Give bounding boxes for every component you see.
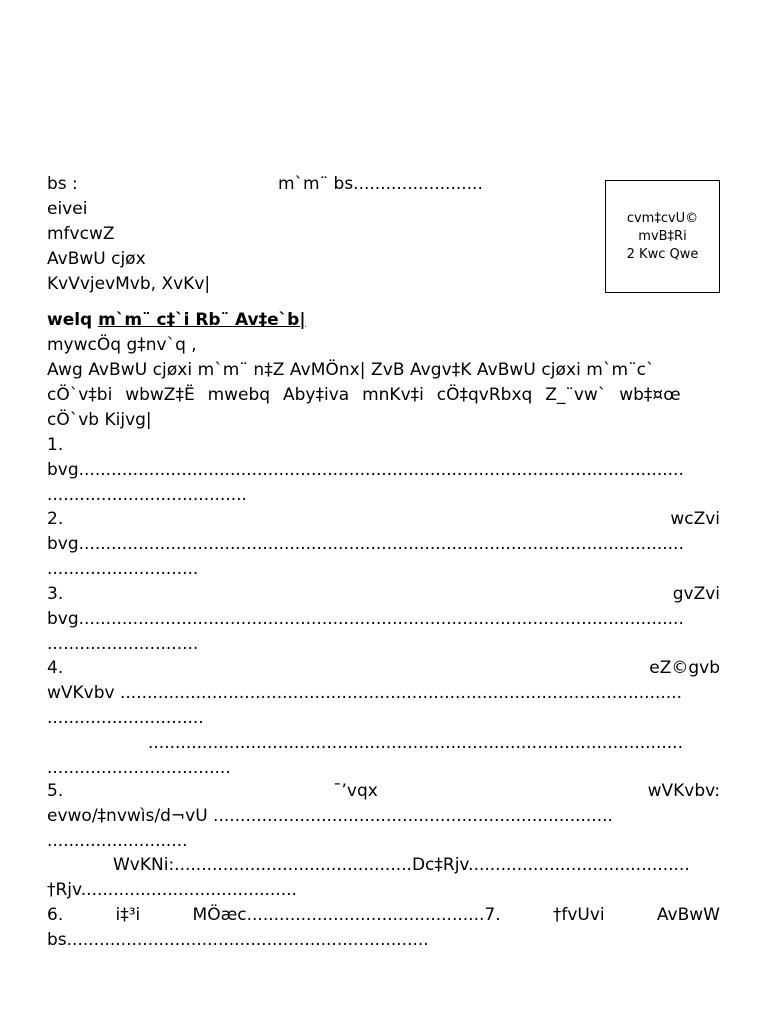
field-4-extra-continuation: .................................. <box>47 758 231 778</box>
field-6-number: 6. <box>47 905 64 925</box>
field-6-7-line <box>47 903 720 928</box>
field-7-number-line: bs................................................................... <box>47 930 429 950</box>
field-5-house-line: evwo/‡nvwìs/d¬vU .......................................................................... <box>47 806 613 826</box>
field-5-address-label: wVKvbv: <box>647 781 720 801</box>
field-5-number: 5. <box>47 781 64 801</box>
field-1-continuation: ..................................... <box>47 485 247 505</box>
field-1-number: 1. <box>47 435 64 455</box>
field-4-address-line: wVKvbv ........................................................................................................ <box>47 683 682 703</box>
recipient-line-3: AvBwU cjøx <box>47 249 146 269</box>
field-4-label: eZ©gvb <box>649 658 720 678</box>
reference-number-label: bs : <box>47 174 78 194</box>
field-4-header <box>47 656 720 681</box>
body-line-2: cÖ`v‡bi wbwZ‡Ë mwebq Aby‡iva mnKv‡i cÖ‡qvRbxq Z_¨vw` wb‡¤œ <box>47 385 681 405</box>
body-line-3: cÖ`vb Kijvg| <box>47 410 152 430</box>
recipient-line-4: KvVvjevMvb, XvKv| <box>47 274 211 294</box>
subject-title: m`m¨ c‡`i Rb¨ Av‡e`b| <box>98 310 306 330</box>
field-5-postoffice-upazila-line: WvKNi:............................................Dc‡Rjv......................................... <box>113 855 690 875</box>
photo-box-line-1: cvm‡cvU© <box>626 210 699 226</box>
photo-box-line-3: 2 Kwc Qwe <box>626 246 699 262</box>
subject-prefix: welq <box>47 310 93 330</box>
field-4-extra-line: ................................................................................................... <box>148 733 683 753</box>
passport-photo-box <box>605 180 720 293</box>
field-3-name-line: bvg................................................................................................................ <box>47 609 684 629</box>
field-7-id-word: AvBwW <box>656 905 720 925</box>
photo-box-line-2: mvB‡Ri <box>638 228 687 244</box>
field-4-number: 4. <box>47 658 64 678</box>
field-4-continuation: ............................. <box>47 708 204 728</box>
field-3-header <box>47 582 720 607</box>
field-5-header <box>47 779 720 804</box>
recipient-line-1: eivei <box>47 199 88 219</box>
field-2-label: wcZvi <box>670 509 720 529</box>
subject-line <box>47 308 306 333</box>
body-line-1: Awg AvBwU cjøxi m`m¨ n‡Z AvMÖnx| ZvB Avgv‡K AvBwU cjøxi m`m¨c` <box>47 360 655 380</box>
field-3-continuation: ............................ <box>47 634 199 654</box>
memo-number-label: m`m¨ bs........................ <box>278 174 483 194</box>
field-2-name-line: bvg................................................................................................................ <box>47 534 684 554</box>
field-2-number: 2. <box>47 509 64 529</box>
field-2-continuation: ............................ <box>47 559 199 579</box>
field-2-header <box>47 507 720 532</box>
field-5-district-line: †Rjv........................................ <box>47 880 297 900</box>
salutation: mywcÖq g‡nv`q , <box>47 335 197 355</box>
field-3-label: gvZvi <box>672 584 720 604</box>
field-3-number: 3. <box>47 584 64 604</box>
field-1-name-line: bvg................................................................................................................ <box>47 460 684 480</box>
field-7-label: †fvUvi <box>552 905 605 925</box>
field-6-label: i‡³i <box>115 905 141 925</box>
recipient-line-2: mfvcwZ <box>47 224 115 244</box>
field-5-permanent-label: ¯’vqx <box>333 781 378 801</box>
field-5-continuation: .......................... <box>47 831 188 851</box>
field-6-blood-group-line: MÖæc............................................7. <box>192 905 501 925</box>
